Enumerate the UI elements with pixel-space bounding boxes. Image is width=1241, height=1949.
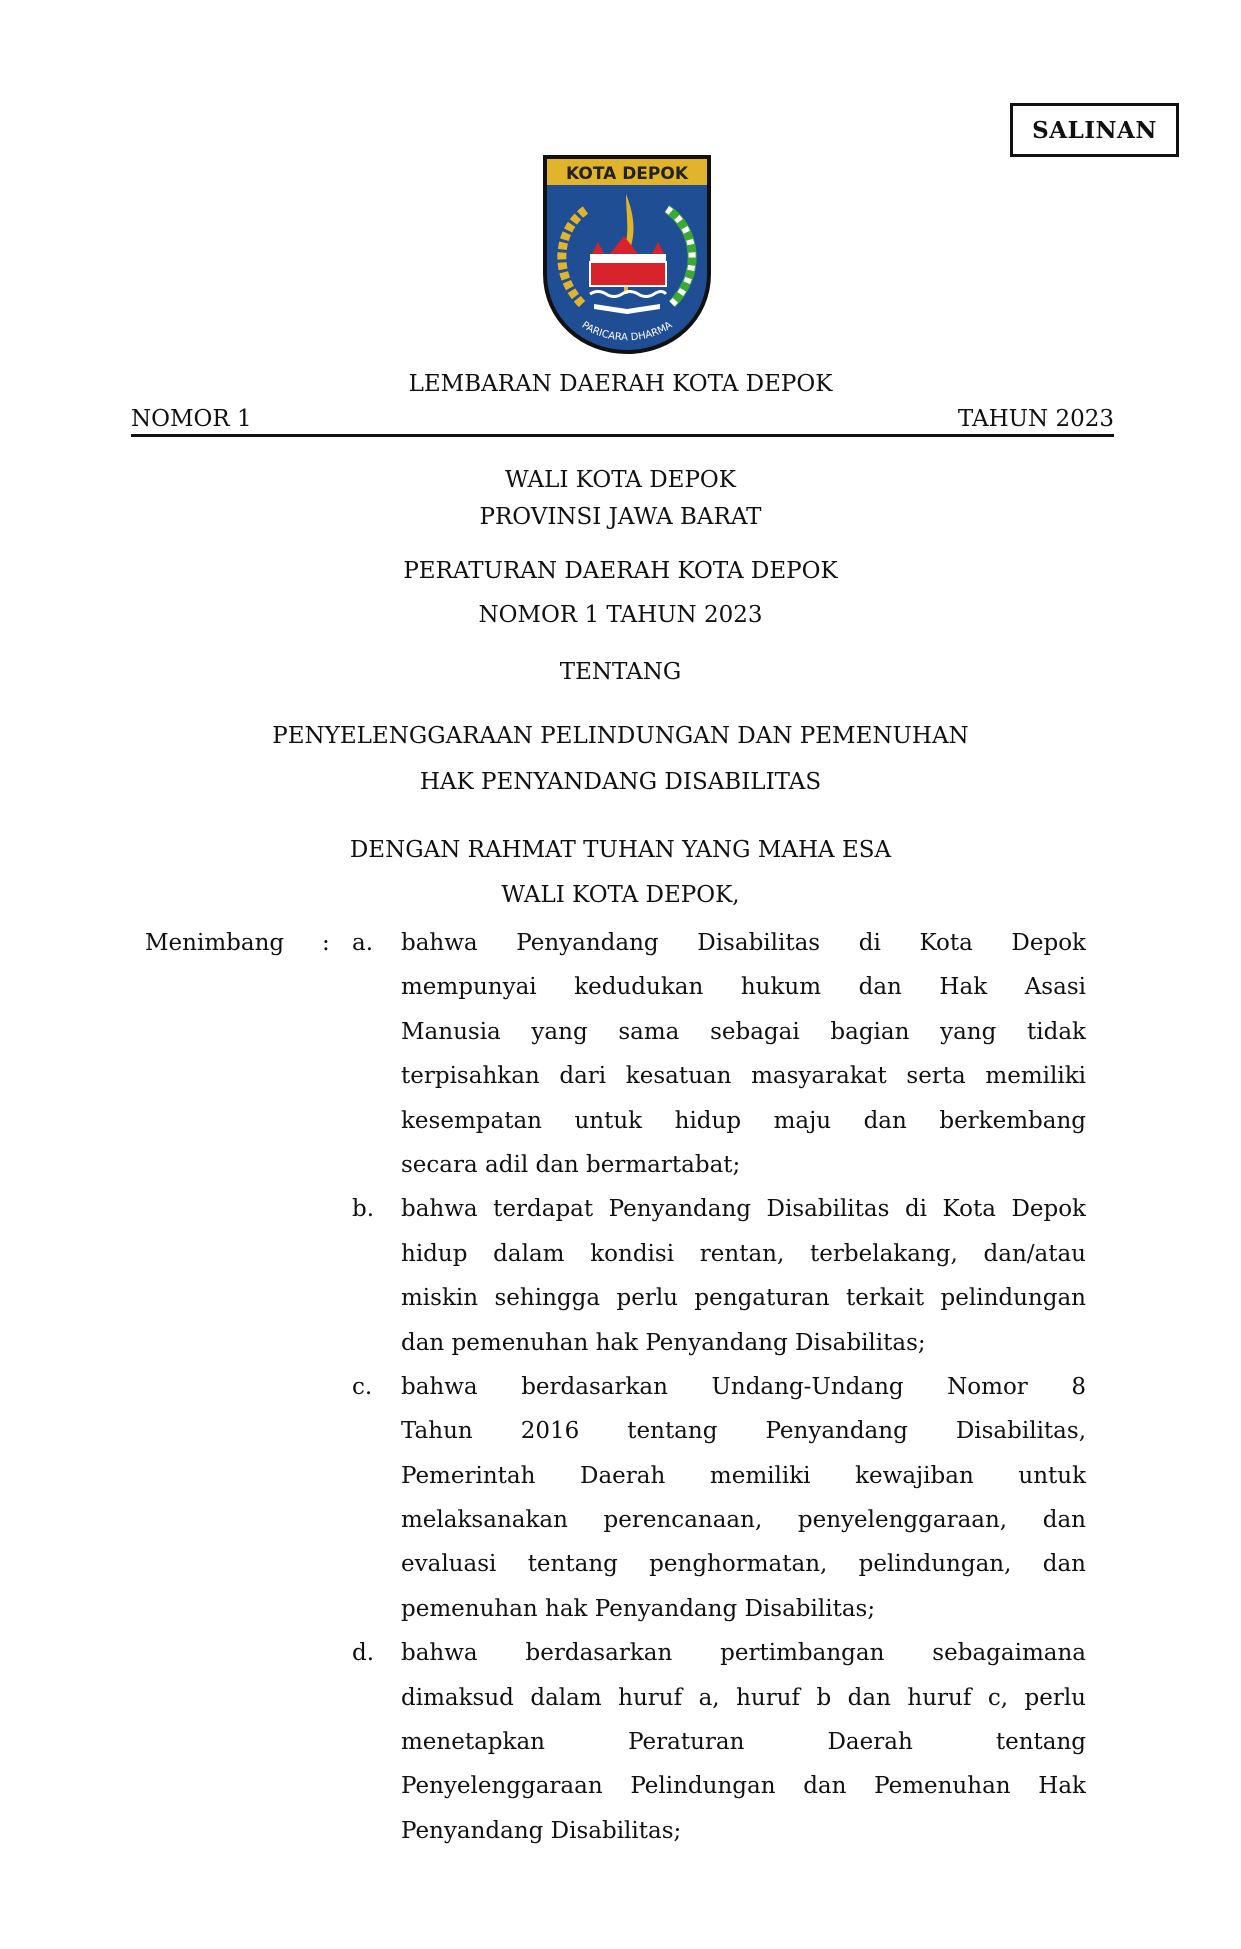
header-divider	[131, 434, 1114, 437]
considering-line	[0, 1365, 1241, 1409]
item-text-line: bahwa berdasarkan pertimbangan sebagaimana	[401, 1640, 1086, 1667]
considering-line	[0, 1676, 1241, 1720]
considering-line	[0, 1143, 1241, 1187]
considering-line	[0, 965, 1241, 1009]
considering-line	[0, 1809, 1241, 1853]
item-text-line: hidup dalam kondisi rentan, terbelakang, dan/atau	[401, 1240, 1086, 1267]
item-letter: c.	[352, 1373, 373, 1400]
item-text-line: terpisahkan dari kesatuan masyarakat serta memiliki	[401, 1063, 1086, 1090]
gazette-title: LEMBARAN DAERAH KOTA DEPOK	[408, 371, 833, 397]
item-text-line: evaluasi tentang penghormatan, pelindungan, dan	[401, 1551, 1086, 1578]
item-text-line: kesempatan untuk hidup maju dan berkembang	[401, 1107, 1086, 1134]
considering-line	[0, 1409, 1241, 1453]
issuer-line-1: WALI KOTA DEPOK	[505, 467, 736, 493]
item-text-line: bahwa berdasarkan Undang-Undang Nomor 8	[401, 1373, 1086, 1400]
considering-line	[0, 1187, 1241, 1231]
gazette-year: TAHUN 2023	[957, 406, 1114, 432]
considering-line	[0, 921, 1241, 965]
about-heading: TENTANG	[559, 659, 682, 685]
item-text-line: Penyelenggaraan Pelindungan dan Pemenuhan Hak	[401, 1773, 1086, 1800]
item-text-line: Manusia yang sama sebagai bagian yang tidak	[401, 1018, 1086, 1045]
emblem-title: KOTA DEPOK	[565, 164, 689, 184]
item-letter: d.	[352, 1640, 375, 1667]
considering-line	[0, 1720, 1241, 1764]
considering-line	[0, 1276, 1241, 1320]
considering-section	[0, 921, 1241, 1853]
item-text-line: dan pemenuhan hak Penyandang Disabilitas;	[401, 1329, 926, 1356]
subject-line-1: PENYELENGGARAAN PELINDUNGAN DAN PEMENUHAN	[272, 723, 969, 749]
item-text-line: menetapkan Peraturan Daerah tentang	[401, 1729, 1086, 1756]
considering-line	[0, 1454, 1241, 1498]
item-text-line: mempunyai kedudukan hukum dan Hak Asasi	[401, 974, 1086, 1001]
item-text-line: secara adil dan bermartabat;	[401, 1151, 741, 1178]
blessing-line: DENGAN RAHMAT TUHAN YANG MAHA ESA	[349, 837, 892, 863]
item-text-line: Penyandang Disabilitas;	[401, 1817, 682, 1844]
item-text-line: dimaksud dalam huruf a, huruf b dan huruf c, perlu	[401, 1684, 1086, 1711]
considering-line	[0, 1631, 1241, 1675]
mayor-line: WALI KOTA DEPOK,	[501, 882, 740, 908]
considering-line	[0, 1542, 1241, 1586]
considering-line	[0, 1099, 1241, 1143]
item-text-line: bahwa terdapat Penyandang Disabilitas di Kota Depok	[401, 1196, 1086, 1223]
regulation-number: NOMOR 1 TAHUN 2023	[478, 602, 763, 628]
salinan-stamp	[1010, 103, 1179, 157]
gazette-number: NOMOR 1	[131, 406, 252, 432]
stamp-text: SALINAN	[1032, 116, 1157, 144]
item-text-line: Pemerintah Daerah memiliki kewajiban untuk	[401, 1462, 1086, 1489]
item-letter: b.	[352, 1196, 375, 1223]
subject-line-2: HAK PENYANDANG DISABILITAS	[419, 769, 822, 795]
regulation-title: PERATURAN DAERAH KOTA DEPOK	[403, 558, 838, 584]
issuer-line-2: PROVINSI JAWA BARAT	[479, 504, 762, 530]
item-text-line: melaksanakan perencanaan, penyelenggaraan, dan	[401, 1507, 1086, 1534]
considering-label: Menimbang	[145, 930, 285, 956]
item-letter: a.	[352, 930, 374, 956]
item-text-line: pemenuhan hak Penyandang Disabilitas;	[401, 1595, 876, 1622]
considering-colon: :	[322, 930, 330, 956]
item-text-line: Tahun 2016 tentang Penyandang Disabilitas,	[401, 1418, 1086, 1445]
considering-line	[0, 1587, 1241, 1631]
item-text-line: bahwa Penyandang Disabilitas di Kota Depok	[401, 930, 1086, 956]
considering-line	[0, 1232, 1241, 1276]
considering-line	[0, 1010, 1241, 1054]
emblem-motto: PARICARA DHARMA	[579, 319, 675, 344]
considering-line	[0, 1321, 1241, 1365]
kota-depok-emblem	[542, 154, 712, 356]
considering-line	[0, 1054, 1241, 1098]
item-text-line: miskin sehingga perlu pengaturan terkait pelindungan	[401, 1285, 1086, 1312]
considering-line	[0, 1764, 1241, 1808]
considering-line	[0, 1498, 1241, 1542]
